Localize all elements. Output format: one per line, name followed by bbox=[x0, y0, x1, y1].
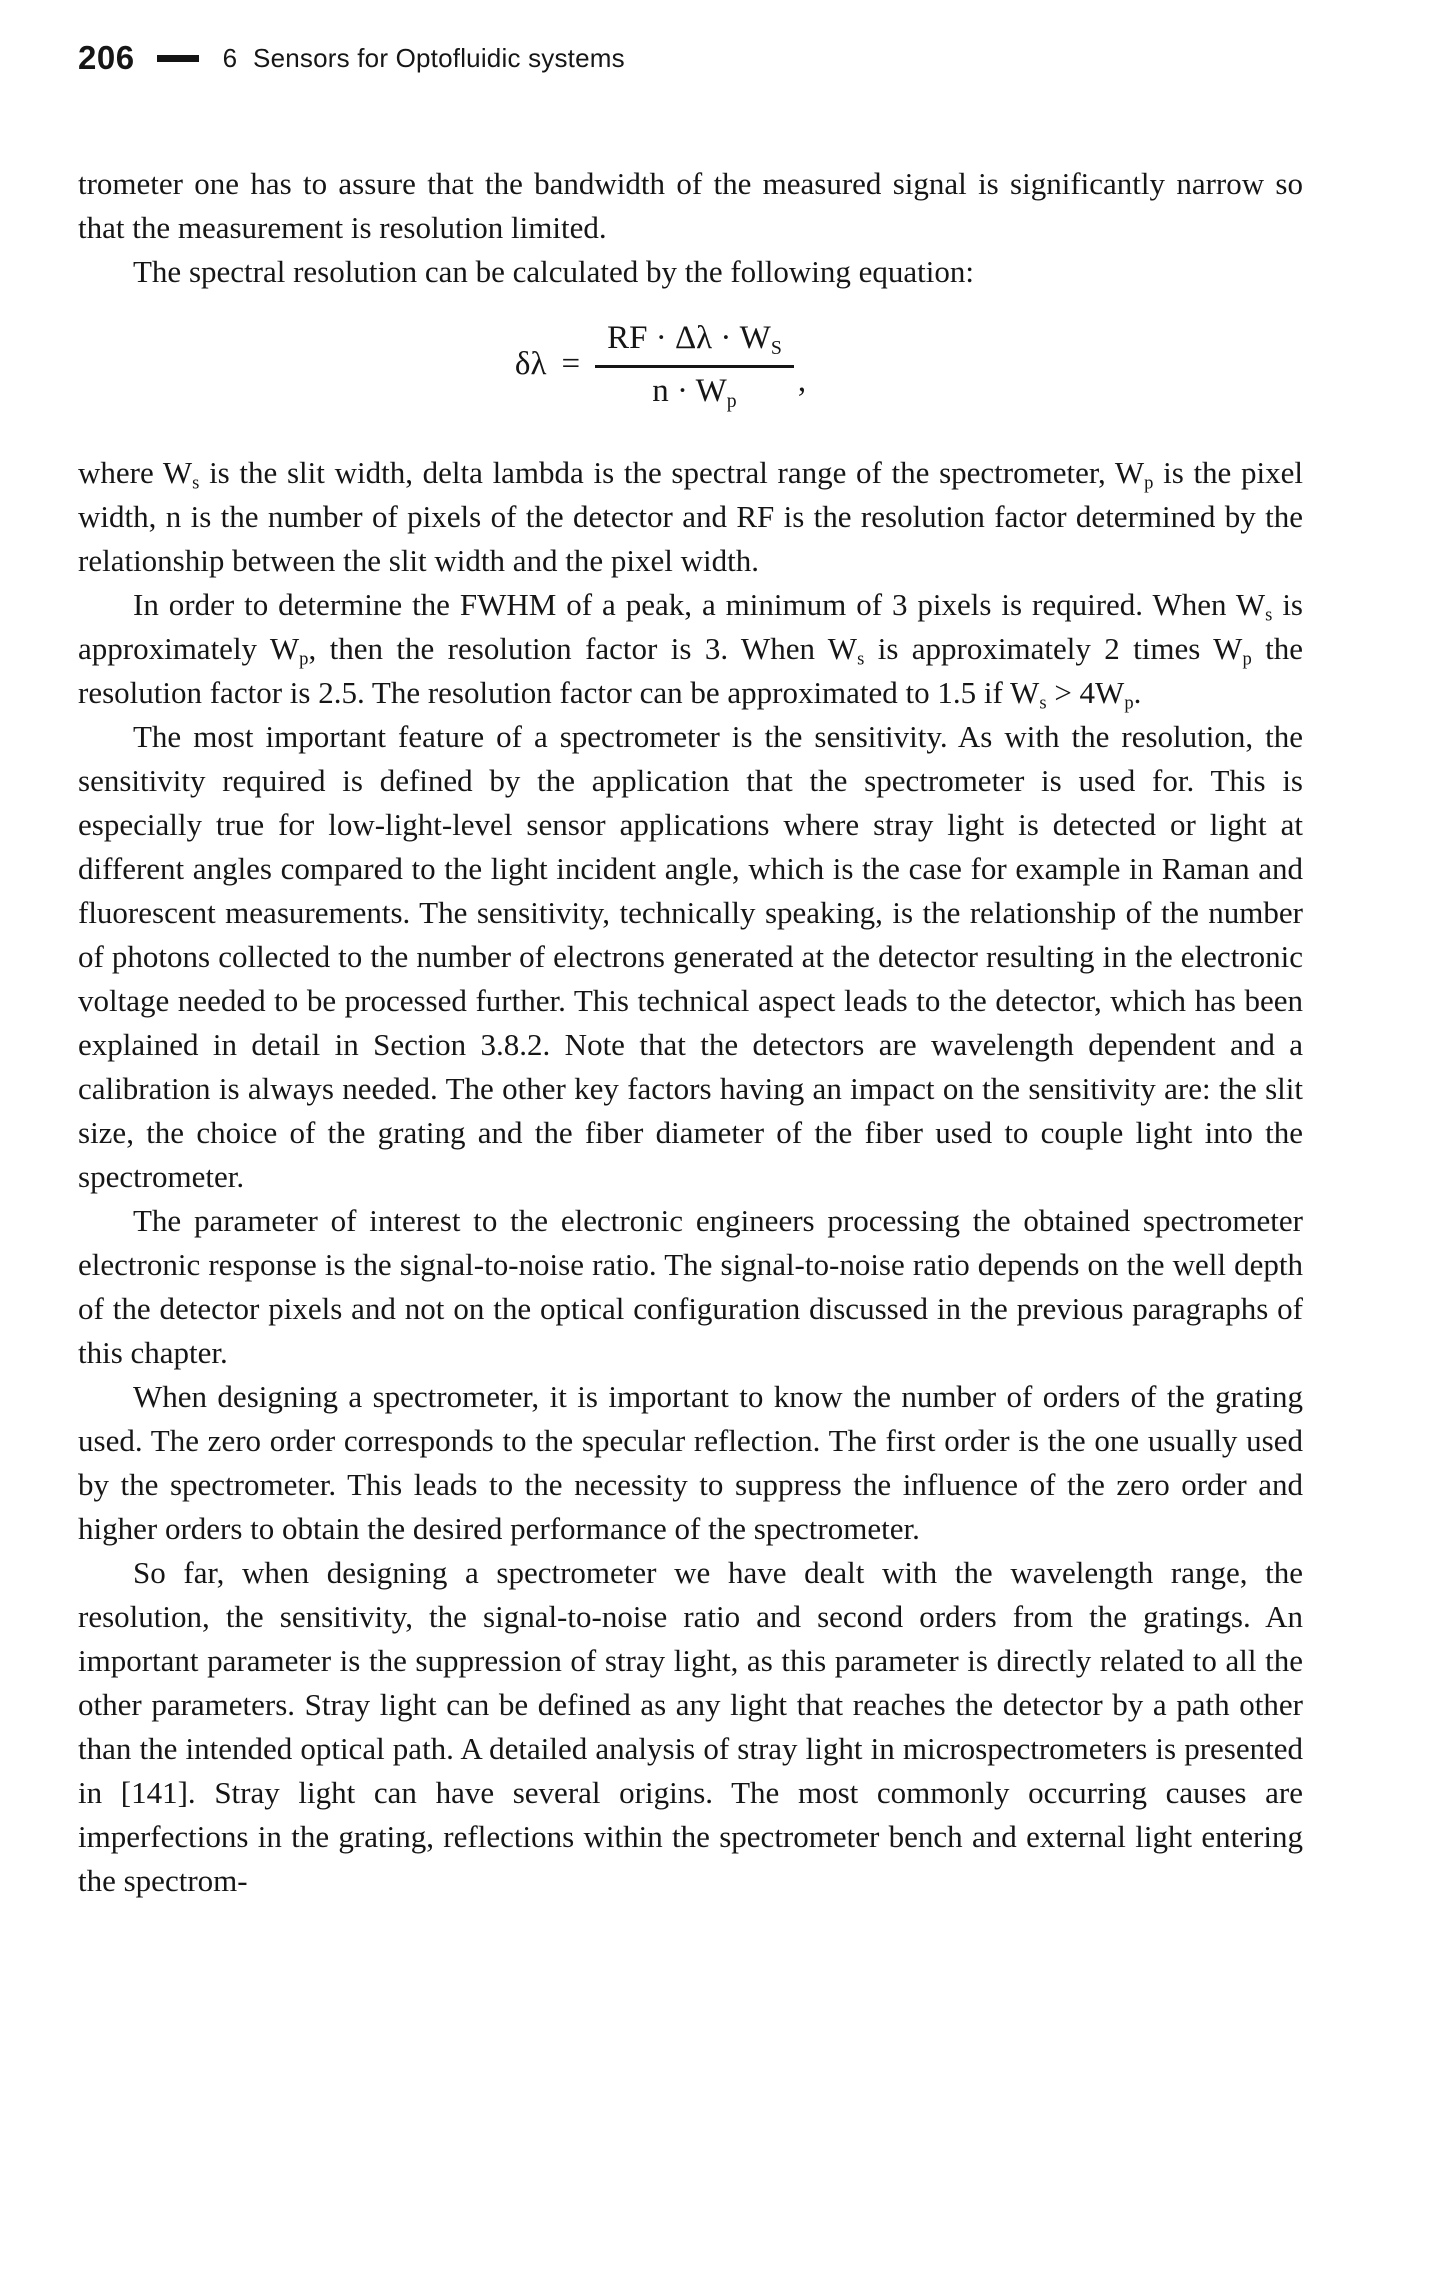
paragraph: The spectral resolution can be calculated by the following equation: bbox=[133, 254, 975, 289]
equation-punctuation: , bbox=[797, 363, 807, 400]
paragraph: When designing a spectrometer, it is important to know the number of orders of the grating used. The zero order corresponds to the specular reflection. The first order is the one usually used by the spectrometer. This leads to the necessity to suppress the influence of the zero order and higher orders to obtain the desired performance of the spectrometer. bbox=[78, 1378, 1303, 1546]
page-number: 206 bbox=[78, 39, 135, 76]
paragraph: where $W_s$ is the slit width, delta lambda is the spectral range of the spectrometer, $W_p$ is the pixel width, n is the number of pixels of the detector and RF is the resolution factor determined by the relationship between the slit width and the pixel width. bbox=[78, 454, 1303, 578]
paragraph: trometer one has to assure that the bandwidth of the measured signal is significantly narrow so that the measurement is resolution limited. bbox=[78, 166, 1303, 245]
page-header bbox=[78, 38, 1303, 78]
paragraph: The parameter of interest to the electronic engineers processing the obtained spectrometer electronic response is the signal-to-noise ratio. The signal-to-noise ratio depends on the well depth of the detector pixels and not on the optical configuration discussed in the previous paragraphs of this chapter. bbox=[78, 1202, 1303, 1370]
header-rule bbox=[157, 55, 199, 62]
equation-numerator-subscript: S bbox=[770, 336, 782, 359]
chapter-number: 6 bbox=[222, 42, 238, 73]
equation-equals-sign: = bbox=[561, 346, 581, 383]
equation-numerator: RF · $\Delta\lambda \cdot W_S$ bbox=[595, 320, 794, 368]
spectral-resolution-equation bbox=[78, 320, 1243, 411]
paragraph: So far, when designing a spectrometer we have dealt with the wavelength range, the resolution, the sensitivity, the signal-to-noise ratio and second orders from the gratings. An important parameter is the suppression of stray light, as this parameter is directly related to all the other parameters. Stray light can be defined as any light that reaches the detector by a path other than the intended optical path. A detailed analysis of stray light in microspectrometers is presented in [141]. Stray light can have several origins. The most commonly occurring causes are imperfections in the grating, reflections within the spectrometer bench and external light entering the spectrom- bbox=[78, 1554, 1303, 1898]
page-body bbox=[78, 162, 1303, 1903]
paragraph: The most important feature of a spectrometer is the sensitivity. As with the resolution, the sensitivity required is defined by the application that the spectrometer is used for. This is especially true for low-light-level sensor applications where stray light is detected or light at different angles compared to the light incident angle, which is the case for example in Raman and fluorescent measurements. The sensitivity, technically speaking, is the relationship of the number of photons collected to the number of electrons generated at the detector resulting in the electronic voltage needed to be processed further. This technical aspect leads to the detector, which has been explained in detail in Section 3.8.2. Note that the detectors are wavelength dependent and a calibration is always needed. The other key factors having an impact on the sensitivity are: the slit size, the choice of the grating and the fiber diameter of the fiber used to couple light into the spectrometer. bbox=[78, 718, 1303, 1194]
equation-lhs: δλ = bbox=[514, 346, 581, 383]
paragraph: In order to determine the FWHM of a peak, a minimum of 3 pixels is required. When $W_s$ is approximately $W_p$, then the resolution factor is 3. When $W_s$ is approximately 2 times $W_p$ the resolution factor is 2.5. The resolution factor can be approximated to 1.5 if $W_s > 4W_p$. bbox=[78, 586, 1304, 714]
equation-denominator: $n \cdot W_p$ bbox=[652, 372, 737, 412]
chapter-title: Sensors for Optofluidic systems bbox=[253, 42, 625, 73]
equation-fraction bbox=[595, 320, 794, 411]
equation-denominator-subscript: p bbox=[726, 389, 737, 412]
